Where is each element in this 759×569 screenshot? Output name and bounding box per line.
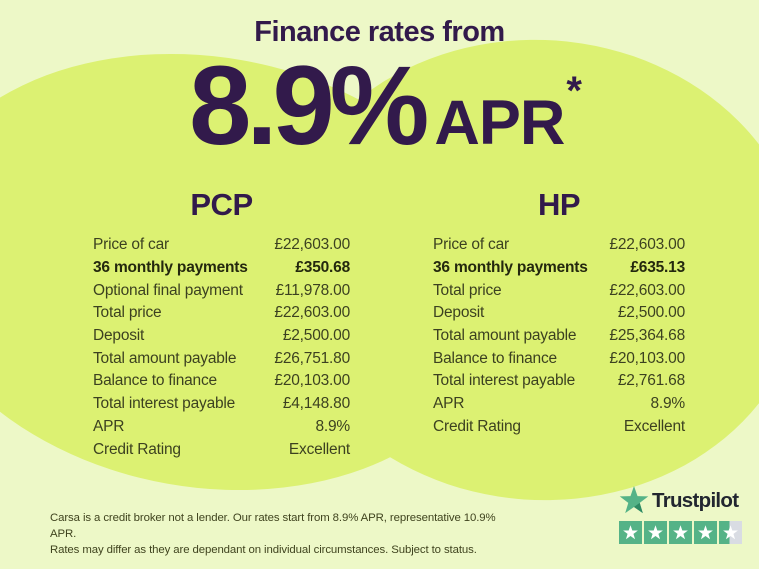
- hp-table: [433, 234, 685, 438]
- trustpilot-wordmark: Trustpilot: [652, 489, 739, 512]
- table-row: [433, 370, 685, 393]
- row-value: £22,603.00: [609, 236, 685, 254]
- row-label: 36 monthly payments: [93, 259, 248, 277]
- table-row: [93, 279, 350, 302]
- trustpilot-logo: [619, 486, 745, 516]
- table-row: [433, 325, 685, 348]
- pcp-column: [93, 188, 350, 461]
- row-label: Balance to finance: [433, 349, 557, 367]
- row-label: Optional final payment: [93, 281, 243, 299]
- table-row: [433, 416, 685, 439]
- row-label: Total price: [433, 281, 502, 299]
- table-row: [433, 234, 685, 257]
- row-value: £2,761.68: [617, 372, 685, 390]
- pcp-table: [93, 234, 350, 461]
- table-row: [93, 438, 350, 461]
- table-row: [433, 257, 685, 280]
- row-label: APR: [433, 395, 465, 413]
- table-row: [433, 393, 685, 416]
- table-row: [93, 393, 350, 416]
- row-label: Total interest payable: [433, 372, 576, 390]
- row-value: £350.68: [295, 259, 350, 277]
- table-row: [93, 302, 350, 325]
- trustpilot-widget: [619, 486, 745, 544]
- row-label: Deposit: [93, 327, 145, 345]
- row-value: £22,603.00: [274, 236, 350, 254]
- rating-star-half-icon: [719, 521, 742, 544]
- rate-footnote-marker: *: [566, 69, 582, 113]
- disclaimer-text: [50, 510, 500, 559]
- row-value: Excellent: [288, 440, 350, 458]
- headline-rate: [6, 43, 759, 168]
- row-label: Total price: [93, 304, 162, 322]
- row-label: Price of car: [93, 236, 169, 254]
- row-label: Deposit: [433, 304, 485, 322]
- row-label: Price of car: [433, 236, 509, 254]
- rating-star-icon: [644, 521, 667, 544]
- table-row: [93, 257, 350, 280]
- row-value: £25,364.68: [609, 327, 685, 345]
- table-row: [93, 234, 350, 257]
- row-value: Excellent: [623, 417, 685, 435]
- table-row: [93, 325, 350, 348]
- row-value: £20,103.00: [274, 372, 350, 390]
- row-value: £4,148.80: [282, 395, 350, 413]
- trustpilot-star-icon: [619, 486, 649, 516]
- row-label: Total interest payable: [93, 395, 236, 413]
- rating-star-icon: [694, 521, 717, 544]
- row-label: Total amount payable: [93, 349, 237, 367]
- row-value: £22,603.00: [609, 281, 685, 299]
- rate-suffix: APR: [434, 88, 565, 158]
- row-value: £2,500.00: [282, 327, 350, 345]
- row-value: 8.9%: [650, 395, 685, 413]
- row-label: Credit Rating: [433, 417, 521, 435]
- row-value: £26,751.80: [274, 349, 350, 367]
- row-value: 8.9%: [315, 417, 350, 435]
- table-row: [93, 416, 350, 439]
- trustpilot-rating-stars: [619, 521, 745, 544]
- row-value: £11,978.00: [275, 281, 350, 299]
- table-row: [93, 370, 350, 393]
- row-value: £2,500.00: [617, 304, 685, 322]
- rate-value: 8.9%: [189, 43, 425, 168]
- row-value: £20,103.00: [609, 349, 685, 367]
- table-row: [433, 279, 685, 302]
- rating-star-icon: [619, 521, 642, 544]
- pcp-title: PCP: [190, 187, 253, 222]
- row-label: Credit Rating: [93, 440, 181, 458]
- disclaimer-line-1: Carsa is a credit broker not a lender. Our rates start from 8.9% APR, representative 10.9% APR.: [50, 512, 496, 541]
- hp-title: HP: [537, 187, 581, 222]
- banner-subtitle: Finance rates from: [254, 16, 505, 48]
- table-row: [433, 347, 685, 370]
- row-value: £22,603.00: [274, 304, 350, 322]
- row-label: APR: [93, 417, 125, 435]
- row-label: Balance to finance: [93, 372, 217, 390]
- disclaimer-line-2: Rates may differ as they are dependant on individual circumstances. Subject to status.: [50, 544, 477, 557]
- row-label: 36 monthly payments: [433, 259, 588, 277]
- table-row: [433, 302, 685, 325]
- row-label: Total amount payable: [433, 327, 577, 345]
- hp-column: [433, 188, 685, 438]
- table-row: [93, 347, 350, 370]
- rating-star-icon: [669, 521, 692, 544]
- row-value: £635.13: [630, 259, 685, 277]
